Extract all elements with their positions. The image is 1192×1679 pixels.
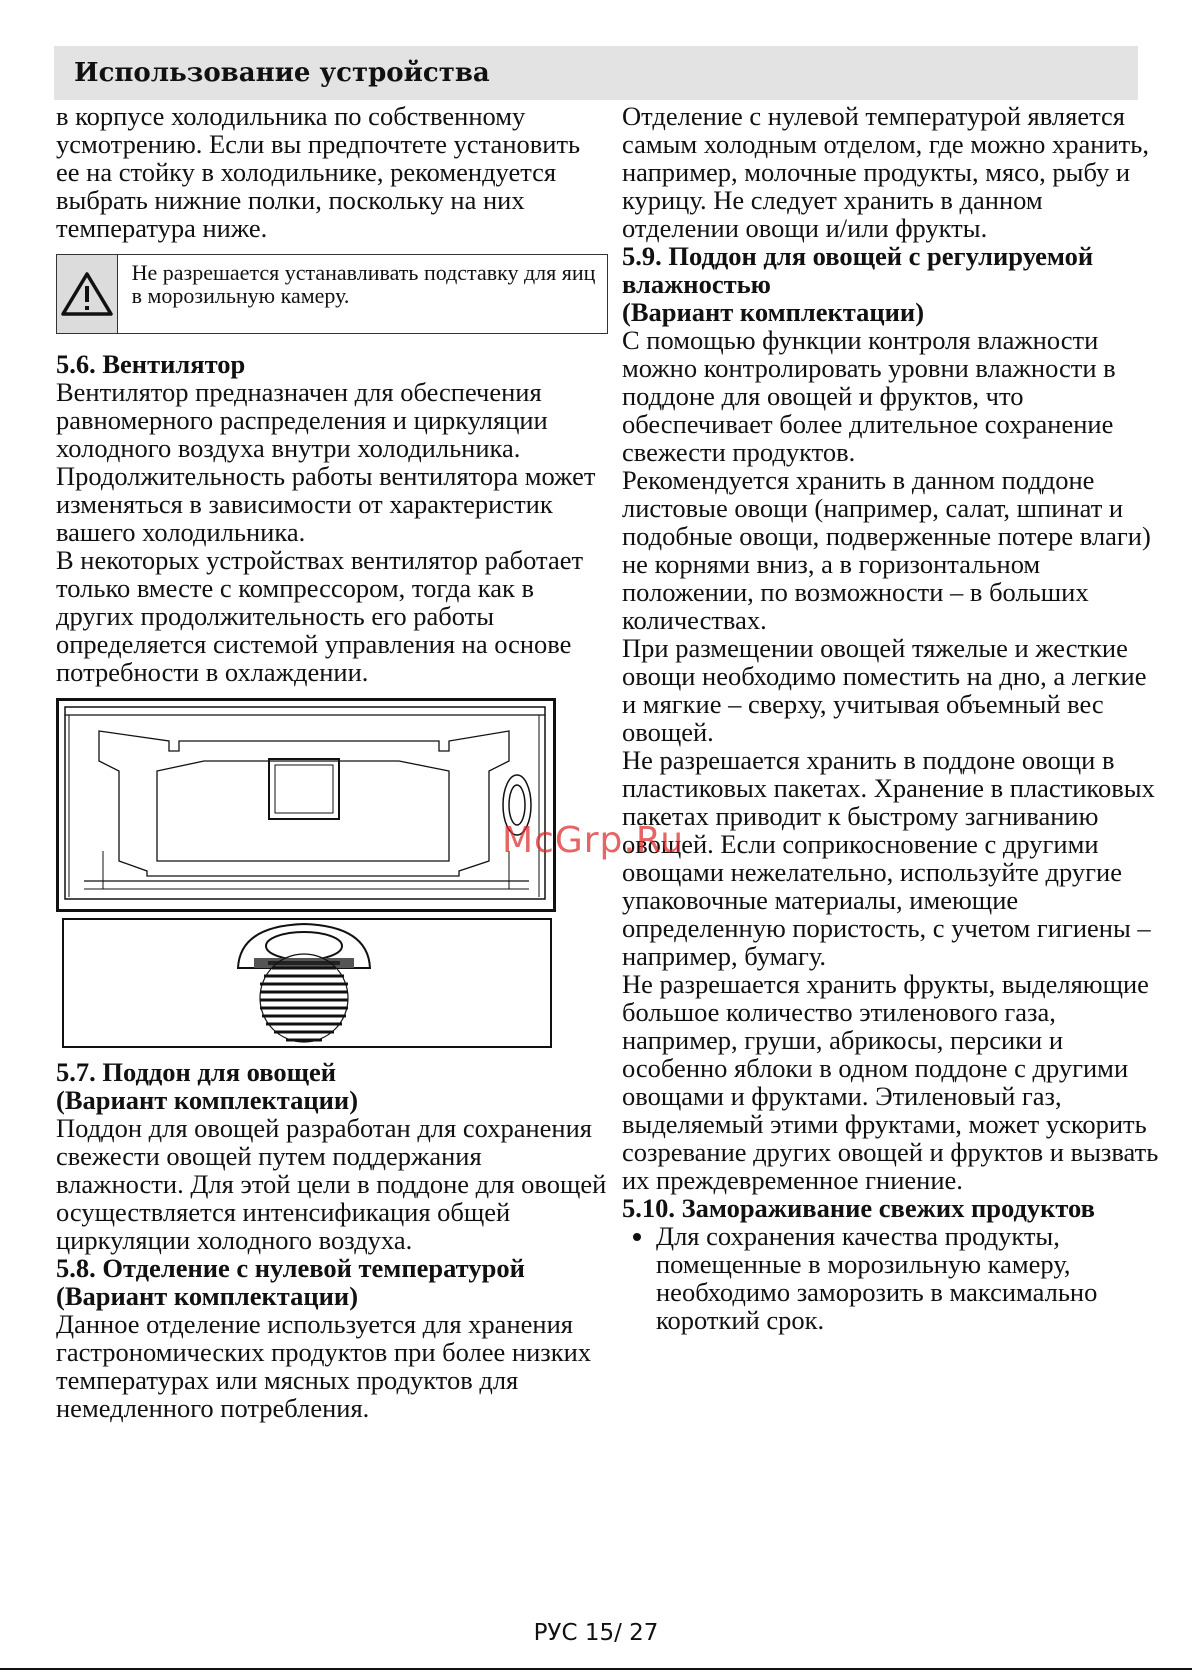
humidity-paragraph-4: Не разрешается хранить в поддоне овощи в пластиковых пакетах. Хранение в пластиковых пакетах приводит к быстрому загниванию овощей. Если соприкосновение с другими овощами нежелательно, используйте другие упаковочные материалы, имеющие определенную пористость, с учетом гигиены – например, бумагу. <box>622 745 1155 971</box>
section-header-bar <box>54 46 1138 100</box>
heading-5-8-variant: (Вариант комплектации) <box>56 1281 359 1311</box>
fan-cover-drawing <box>64 920 550 1046</box>
humidity-paragraph-2: Рекомендуется хранить в данном поддоне листовые овощи (например, салат, шпинат и подобные овощи, подверженные потере влаги) не корнями вниз, а в горизонтальном положении, по возможности – в больших количествах. <box>622 465 1151 635</box>
bottom-rule <box>0 1668 1192 1670</box>
zero-compartment-paragraph: Данное отделение используется для хранения гастрономических продуктов при более низких температурах или мясных продуктов для немедленного потребления. <box>56 1309 592 1423</box>
heading-5-7-variant: (Вариант комплектации) <box>56 1085 359 1115</box>
fan-cover-illustration <box>62 918 552 1048</box>
heading-5-9-variant: (Вариант комплектации) <box>622 297 925 327</box>
warning-icon <box>59 270 115 318</box>
heading-5-7: 5.7. Поддон для овощей <box>56 1057 337 1087</box>
page-number: РУС 15/ 27 <box>533 1620 659 1646</box>
bullet-item: • Для сохранения качества продукты, помещенные в морозильную камеру, необходимо заморозить в максимально короткий срок. <box>656 1222 1162 1334</box>
warning-icon-cell <box>57 255 118 333</box>
intro-paragraph: в корпусе холодильника по собственному усмотрению. Если вы предпочтете установить ее на стойку в холодильнике, рекомендуется выбрать нижние полки, поскольку на них температура ниже. <box>56 101 581 243</box>
humidity-paragraph-3: При размещении овощей тяжелые и жесткие овощи необходимо поместить на дно, а легкие и мягкие – сверху, учитывая объемный вес овощей. <box>622 633 1147 747</box>
zero-compartment-continued: Отделение с нулевой температурой является самым холодным отделом, где можно хранить, например, молочные продукты, мясо, рыбу и курицу. Не следует хранить в данном отделении овощи и/или фрукты. <box>622 101 1149 243</box>
crisper-paragraph: Поддон для овощей разработан для сохранения свежести овощей путем поддержания влажности. Для этой цели в поддоне для овощей осуществляется интенсификация общей циркуляции холодного воздуха. <box>56 1113 607 1255</box>
section-title: Использование устройства <box>74 58 490 88</box>
warning-text: Не разрешается устанавливать подставку для яиц в морозильную камеру. <box>131 260 596 308</box>
right-column <box>622 102 1162 1334</box>
humidity-paragraph-5: Не разрешается хранить фрукты, выделяющие большое количество этиленового газа, например, груши, абрикосы, персики и особенно яблоки в одном поддоне с другими овощами и фруктами. Этиленовый газ, выделяемый этими фруктами, может ускорить созревание других овощей и фруктов и вызвать их преждевременное гниение. <box>622 969 1159 1195</box>
fridge-interior-illustration <box>56 698 556 912</box>
freezing-bullet-list <box>622 1222 1162 1334</box>
heading-5-6: 5.6. Вентилятор <box>56 349 246 379</box>
fan-paragraph-1: Вентилятор предназначен для обеспечения равномерного распределения и циркуляции холодного воздуха внутри холодильника. Продолжительность работы вентилятора может изменяться в зависимости от характеристик вашего холодильника. <box>56 377 596 547</box>
watermark: McGrp.Ru <box>502 820 685 861</box>
left-column <box>56 102 608 1422</box>
fridge-interior-drawing <box>59 701 553 909</box>
warning-box <box>56 254 608 334</box>
heading-5-9: 5.9. Поддон для овощей с регулируемой влажностью <box>622 241 1094 299</box>
fan-paragraph-2: В некоторых устройствах вентилятор работает только вместе с компрессором, тогда как в других продолжительность его работы определяется системой управления на основе потребности в охлаждении. <box>56 545 584 687</box>
humidity-paragraph-1: С помощью функции контроля влажности можно контролировать уровни влажности в поддоне для овощей и фруктов, что обеспечивает более длительное сохранение свежести продуктов. <box>622 325 1116 467</box>
heading-5-8: 5.8. Отделение с нулевой температурой <box>56 1253 525 1283</box>
heading-5-10: 5.10. Замораживание свежих продуктов <box>622 1193 1095 1223</box>
